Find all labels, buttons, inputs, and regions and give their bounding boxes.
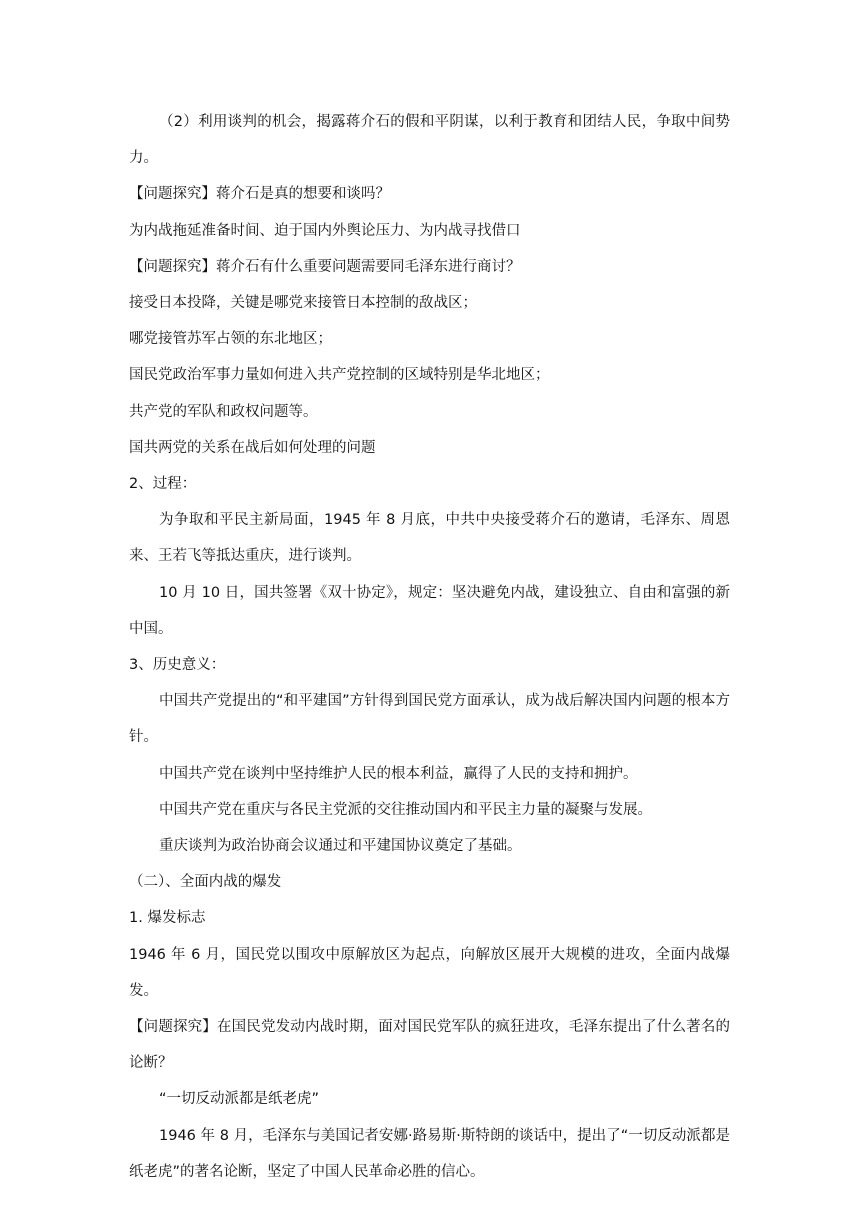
question-heading-chiang-intent: 【问题探究】蒋介石是真的想要和谈吗？ bbox=[129, 186, 390, 203]
question-heading-issues: 【问题探究】蒋介石有什么重要问题需要同毛泽东进行商讨？ bbox=[129, 258, 521, 275]
paragraph-double-tenth-agreement: 10 月 10 日，国共签署《双十协定》，规定：坚决避免内战，建设独立、自由和富强的新中国。 bbox=[129, 584, 730, 637]
paragraph-negotiation-purpose: （2）利用谈判的机会，揭露蒋介石的假和平阴谋，以利于教育和团结人民，争取中间势力。 bbox=[129, 114, 730, 167]
quote-paper-tiger: “一切反动派都是纸老虎” bbox=[159, 1091, 320, 1108]
issue-item-japan-surrender: 接受日本投降，关键是哪党来接管日本控制的敌战区； bbox=[129, 295, 477, 312]
issue-item-army-regime: 共产党的军队和政权问题等。 bbox=[129, 403, 318, 420]
question-heading-paper-tiger: 【问题探究】在国民党发动内战时期，面对国民党军队的疯狂进攻，毛泽东提出了什么著名的论断？ bbox=[129, 1019, 730, 1072]
section-heading-civil-war: （二）、全面内战的爆发 bbox=[129, 874, 282, 891]
paragraph-significance-policy: 中国共产党提出的“和平建国”方针得到国民党方面承认，成为战后解决国内问题的根本方针。 bbox=[129, 693, 730, 746]
paragraph-significance-foundation: 重庆谈判为政治协商会议通过和平建国协议奠定了基础。 bbox=[159, 838, 522, 855]
issue-item-northeast: 哪党接管苏军占领的东北地区； bbox=[129, 331, 332, 348]
section-heading-process: 2、过程： bbox=[129, 476, 197, 493]
paragraph-process-arrival: 为争取和平民主新局面，1945 年 8 月底，中共中央接受蒋介石的邀请，毛泽东、周恩来、王若飞等抵达重庆，进行谈判。 bbox=[129, 512, 730, 565]
paragraph-significance-parties: 中国共产党在重庆与各民主党派的交往推动国内和平民主力量的凝聚与发展。 bbox=[159, 801, 652, 818]
paragraph-paper-tiger-context: 1946 年 8 月，毛泽东与美国记者安娜·路易斯·斯特朗的谈话中，提出了“一切反动派都是纸老虎”的著名论断，坚定了中国人民革命必胜的信心。 bbox=[129, 1127, 730, 1180]
subheading-outbreak-sign: 1. 爆发标志 bbox=[129, 910, 206, 927]
issue-item-north-china: 国民党政治军事力量如何进入共产党控制的区域特别是华北地区； bbox=[129, 367, 550, 384]
section-heading-significance: 3、历史意义： bbox=[129, 657, 226, 674]
paragraph-outbreak: 1946 年 6 月，国民党以围攻中原解放区为起点，向解放区展开大规模的进攻，全面内战爆发。 bbox=[129, 946, 730, 999]
answer-chiang-intent: 为内战拖延准备时间、迫于国内外舆论压力、为内战寻找借口 bbox=[129, 222, 521, 239]
issue-item-party-relations: 国共两党的关系在战后如何处理的问题 bbox=[129, 439, 376, 456]
document-body bbox=[129, 104, 730, 1190]
paragraph-significance-people: 中国共产党在谈判中坚持维护人民的根本利益，赢得了人民的支持和拥护。 bbox=[159, 765, 638, 782]
